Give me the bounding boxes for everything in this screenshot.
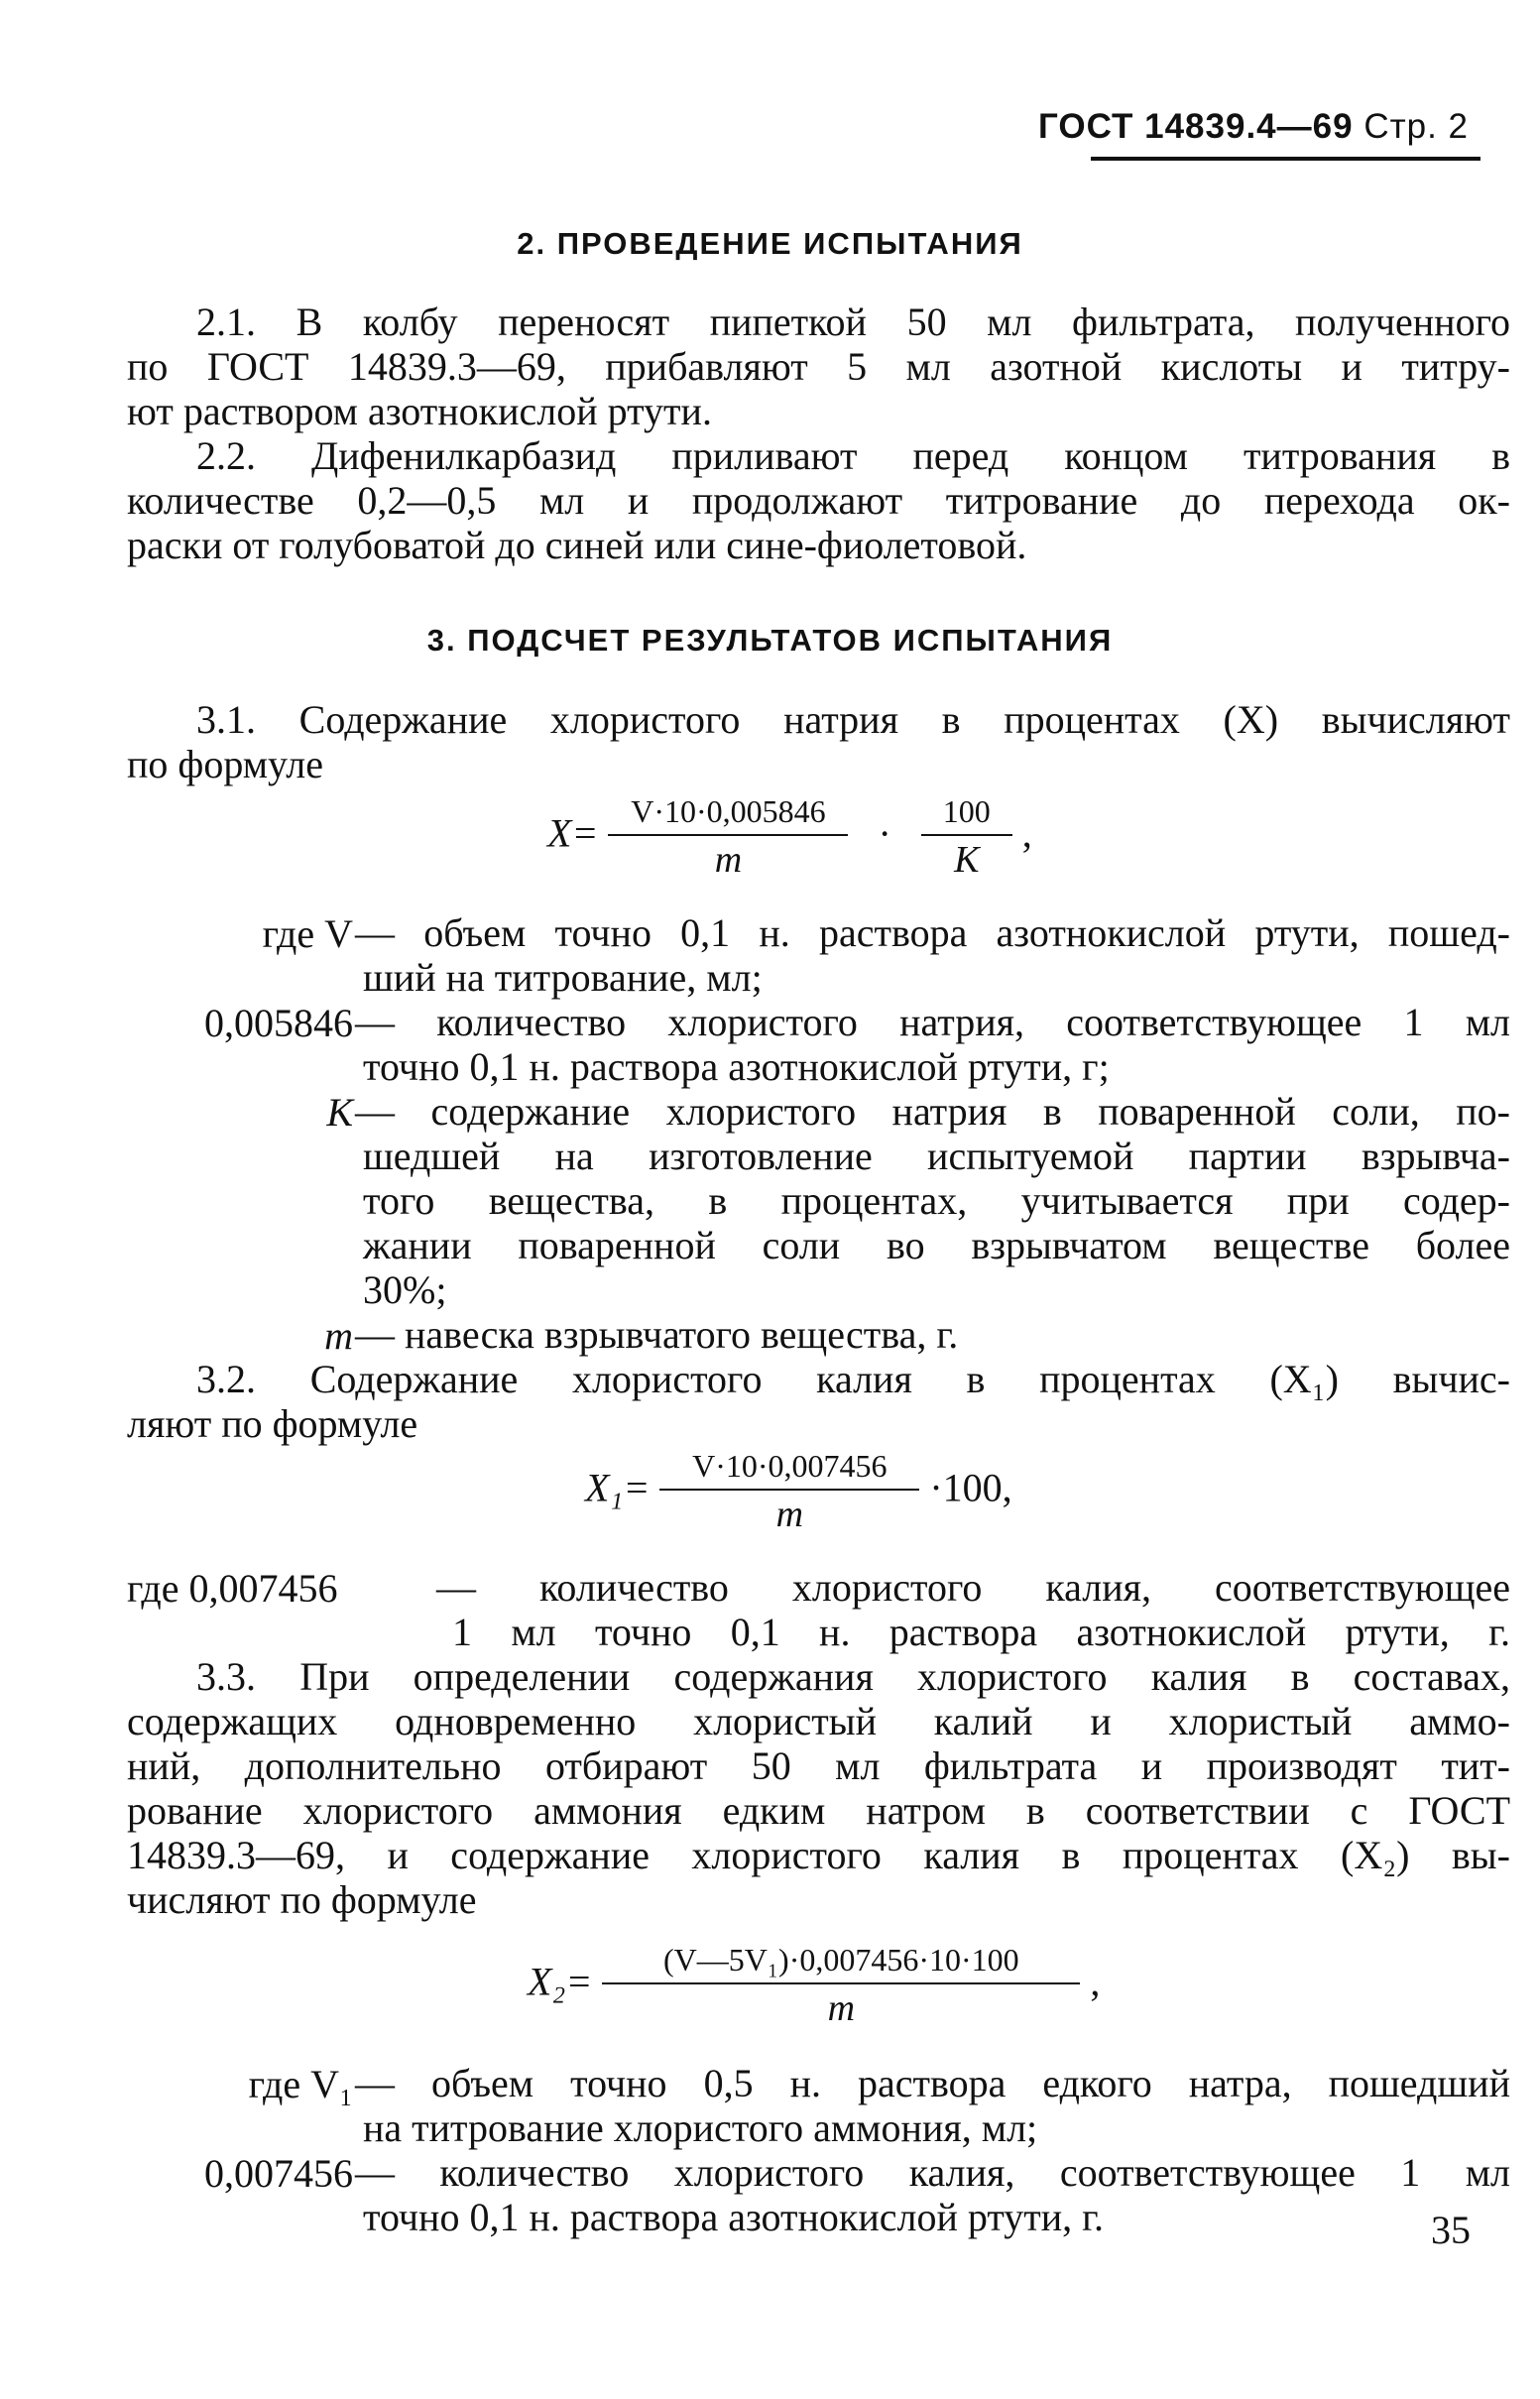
paragraph-line: рование хлористого аммония едким натром в соответствии с ГОСТ — [127, 1788, 1510, 1833]
def-line: — количество хлористого натрия, соответствующее 1 мл — [355, 1000, 1510, 1044]
fraction — [608, 793, 848, 882]
formula-x2 — [528, 1942, 1100, 2030]
def-line: — количество хлористого калия, соответствующее 1 мл — [355, 2150, 1510, 2195]
def-line: точно 0,1 н. раствора азотнокислой ртути, г; — [363, 1044, 1110, 1089]
def-term: K — [326, 1090, 353, 1135]
formula-lhs: X₁= — [585, 1465, 651, 1510]
def-line: жании поваренной соли во взрывчатом веществе более — [363, 1223, 1510, 1267]
def-line: точно 0,1 н. раствора азотнокислой ртути, г. — [363, 2195, 1105, 2239]
paragraph-line: количестве 0,2—0,5 мл и продолжают титрование до перехода ок- — [127, 478, 1510, 523]
section-2-heading: 2. ПРОВЕДЕНИЕ ИСПЫТАНИЯ — [517, 226, 1023, 261]
def-line: 30%; — [363, 1267, 447, 1312]
paragraph-line: ют раствором азотнокислой ртути. — [127, 389, 712, 433]
def-term: 0,005846 — [204, 1001, 353, 1045]
def-term: 0,007456 — [204, 2151, 353, 2196]
def-line: — объем точно 0,5 н. раствора едкого натра, пошедший — [355, 2061, 1510, 2105]
def-line: на титрование хлористого аммония, мл; — [363, 2105, 1038, 2150]
denominator: m — [827, 1987, 856, 2029]
paragraph-line: 14839.3—69, и содержание хлористого калия в процентах (X₂) вы- — [127, 1833, 1510, 1877]
paragraph-line: 3.3. При определении содержания хлористого калия в составах, — [196, 1654, 1510, 1699]
formula-lhs: X₂= — [528, 1959, 593, 2004]
multiply-dot: · — [878, 810, 891, 856]
page-number: 35 — [1431, 2208, 1471, 2252]
denominator: K — [954, 839, 980, 881]
numerator: V·10·0,005846 — [608, 793, 848, 836]
paragraph-line: ляют по формуле — [127, 1401, 418, 1446]
paragraph-line: 3.2. Содержание хлористого калия в процентах (X₁) вычис- — [196, 1357, 1510, 1401]
numerator: V·10·0,007456 — [659, 1448, 919, 1491]
numerator: (V—5V₁)·0,007456·10·100 — [602, 1942, 1080, 1984]
def-term: где V — [262, 911, 353, 956]
def-line: ший на титрование, мл; — [363, 955, 763, 1000]
def-term: где V₁ — [248, 2062, 353, 2106]
fraction — [602, 1942, 1080, 2030]
formula-x1 — [585, 1448, 1012, 1536]
header-title: ГОСТ 14839.4—69 — [1038, 107, 1354, 146]
formula-tail: , — [1021, 810, 1032, 856]
def-line: шедшей на изготовление испытуемой партии взрывча- — [363, 1134, 1510, 1178]
paragraph-line: числяют по формуле — [127, 1877, 477, 1922]
paragraph-line: 3.1. Содержание хлористого натрия в процентах (X) вычисляют — [196, 697, 1510, 742]
paragraph-line: по формуле — [127, 742, 323, 786]
def-line: — объем точно 0,1 н. раствора азотнокислой ртути, пошед- — [355, 910, 1510, 955]
def-term: где 0,007456 — [127, 1566, 338, 1611]
fraction — [921, 793, 1012, 882]
header-page: Стр. 2 — [1363, 107, 1469, 146]
def-line: — количество хлористого калия, соответствующее — [436, 1565, 1510, 1610]
paragraph-line: 2.1. В колбу переносят пипеткой 50 мл фильтрата, полученного — [196, 300, 1510, 344]
denominator: m — [714, 839, 743, 881]
numerator: 100 — [921, 793, 1012, 836]
header-rule — [1091, 157, 1481, 161]
denominator: m — [775, 1494, 804, 1535]
paragraph-line: 2.2. Дифенилкарбазид приливают перед концом титрования в — [196, 433, 1510, 478]
def-line: 1 мл точно 0,1 н. раствора азотнокислой ртути, г. — [452, 1610, 1510, 1654]
def-line: — содержание хлористого натрия в поваренной соли, по- — [355, 1089, 1510, 1134]
formula-tail: ·100, — [929, 1465, 1012, 1510]
def-line: того вещества, в процентах, учитывается при содер- — [363, 1178, 1510, 1223]
formula-lhs: X= — [547, 810, 599, 856]
def-term: m — [324, 1313, 353, 1358]
paragraph-line: ний, дополнительно отбирают 50 мл фильтрата и производят тит- — [127, 1743, 1510, 1788]
paragraph-line: содержащих одновременно хлористый калий и хлористый аммо- — [127, 1699, 1510, 1743]
formula-x — [547, 793, 1032, 882]
fraction — [659, 1448, 919, 1536]
def-line: — навеска взрывчатого вещества, г. — [355, 1312, 959, 1357]
section-3-heading: 3. ПОДСЧЕТ РЕЗУЛЬТАТОВ ИСПЫТАНИЯ — [426, 623, 1114, 658]
formula-tail: , — [1090, 1959, 1101, 2004]
paragraph-line: по ГОСТ 14839.3—69, прибавляют 5 мл азотной кислоты и титру- — [127, 344, 1510, 389]
page-header — [1038, 107, 1469, 147]
paragraph-line: раски от голубоватой до синей или сине-фиолетовой. — [127, 523, 1027, 567]
